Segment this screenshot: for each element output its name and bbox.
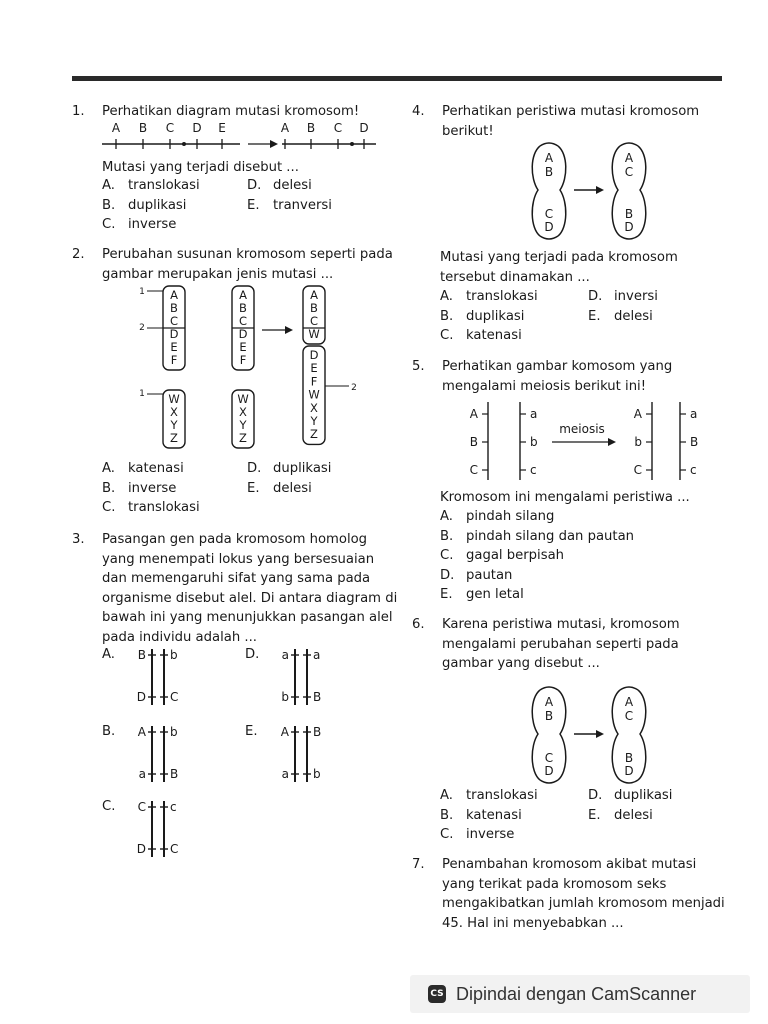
chromosome-before-cap bbox=[540, 687, 558, 690]
arrow-head bbox=[608, 438, 616, 446]
gene-label: A bbox=[310, 288, 318, 302]
answer-option bbox=[440, 786, 538, 806]
option-text: inverse bbox=[466, 827, 515, 842]
marker-label: 1 bbox=[139, 389, 145, 399]
answer-option bbox=[102, 479, 176, 499]
option-letter: D. bbox=[245, 647, 260, 662]
allele-pair-diagram bbox=[128, 799, 198, 861]
answer-option bbox=[247, 176, 312, 196]
allele-label: B bbox=[170, 767, 179, 781]
gene-label: W bbox=[308, 387, 320, 402]
answer-option bbox=[247, 196, 332, 216]
question-number: 7. bbox=[412, 857, 425, 872]
centromere-dot bbox=[350, 142, 354, 146]
gene-label: D bbox=[624, 764, 634, 778]
arrow-head bbox=[596, 186, 604, 194]
option-letter: E. bbox=[588, 308, 601, 324]
allele-label: b bbox=[170, 648, 178, 662]
chromosome-before-cap bbox=[540, 236, 558, 239]
option-letter: C. bbox=[440, 328, 454, 343]
option-text: duplikasi bbox=[614, 788, 673, 803]
gene-label: W bbox=[168, 392, 180, 406]
option-text: translokasi bbox=[466, 289, 538, 304]
allele-label: B bbox=[313, 725, 322, 739]
option-text: pindah silang dan pautan bbox=[466, 528, 635, 544]
allele-label: A bbox=[469, 407, 478, 421]
camscanner-logo-icon: CS bbox=[428, 985, 446, 1003]
allele-label: a bbox=[138, 767, 146, 781]
allele-label: B bbox=[469, 435, 478, 449]
question-number: 5. bbox=[412, 359, 425, 374]
gene-label: E bbox=[218, 121, 226, 135]
chromosome-after-cap bbox=[620, 143, 638, 146]
option-letter: A. bbox=[440, 788, 453, 803]
allele-label: B bbox=[313, 690, 322, 704]
question-stem: Pasangan gen pada kromosom homolog yang menempati lokus yang bersesuaian dan memengaruhi sifat yang sama pada organisme disebut alel. Di antara diagram di bawah ini yang menunjukkan pasangan alel pada individu adalah ... bbox=[102, 532, 398, 645]
gene-label: C bbox=[544, 207, 554, 221]
option-text: duplikasi bbox=[128, 197, 187, 213]
option-letter: D. bbox=[588, 788, 603, 803]
allele-label: c bbox=[170, 800, 177, 814]
allele-label: D bbox=[136, 842, 146, 856]
gene-label: E bbox=[170, 340, 178, 354]
allele-label: C bbox=[170, 690, 179, 704]
option-text: translokasi bbox=[128, 500, 200, 515]
gene-label: W bbox=[308, 327, 320, 341]
chromosome-before-cap bbox=[540, 780, 558, 783]
allele-label: D bbox=[136, 690, 146, 704]
allele-label: C bbox=[137, 800, 146, 814]
marker-label: 2 bbox=[139, 323, 145, 333]
arrow-head bbox=[270, 140, 278, 148]
gene-label: Y bbox=[170, 418, 178, 432]
allele-pair-diagram bbox=[271, 724, 341, 786]
option-text: gagal berpisah bbox=[466, 548, 565, 563]
meiosis-label: meiosis bbox=[559, 422, 605, 436]
allele-label: a bbox=[281, 648, 289, 662]
option-letter: A. bbox=[102, 461, 115, 476]
allele-label: a bbox=[313, 648, 321, 662]
option-text: translokasi bbox=[466, 788, 538, 803]
answer-option bbox=[102, 196, 186, 216]
gene-label: C bbox=[624, 165, 634, 179]
option-letter: B. bbox=[440, 308, 454, 324]
camscanner-watermark bbox=[410, 975, 750, 1013]
question-number: 1. bbox=[72, 104, 85, 119]
question-number: 2. bbox=[72, 247, 85, 262]
option-text: delesi bbox=[614, 807, 653, 823]
answer-option bbox=[588, 786, 672, 806]
option-letter: D. bbox=[247, 461, 262, 476]
answer-option bbox=[588, 307, 653, 327]
allele-label: C bbox=[170, 842, 179, 856]
option-text: translokasi bbox=[128, 178, 200, 193]
option-letter: C. bbox=[102, 217, 116, 232]
gene-label: Z bbox=[310, 427, 318, 442]
question-stem: Perhatikan peristiwa mutasi kromosom berikut! bbox=[442, 104, 700, 139]
allele-label: b bbox=[281, 690, 289, 704]
gene-label: C bbox=[544, 751, 554, 765]
option-text: duplikasi bbox=[273, 461, 332, 476]
option-letter: B. bbox=[102, 724, 116, 739]
gene-label: E bbox=[310, 361, 318, 376]
option-letter: E. bbox=[588, 807, 601, 823]
gene-label: A bbox=[624, 695, 634, 709]
option-text: inversi bbox=[614, 289, 658, 304]
gene-label: B bbox=[624, 207, 634, 221]
question-stem: Perubahan susunan kromosom seperti pada gambar merupakan jenis mutasi ... bbox=[102, 247, 393, 282]
gene-label: D bbox=[544, 764, 554, 778]
gene-label: D bbox=[624, 220, 634, 234]
allele-label: C bbox=[469, 463, 478, 477]
gene-label: C bbox=[238, 314, 248, 328]
allele-label: A bbox=[633, 407, 642, 421]
answer-option bbox=[440, 585, 524, 605]
option-letter: D. bbox=[588, 289, 603, 304]
chromosome-after-cap bbox=[620, 780, 638, 783]
gene-label: A bbox=[624, 151, 634, 165]
gene-label: B bbox=[310, 301, 318, 315]
gene-label: X bbox=[170, 405, 178, 419]
answer-option bbox=[440, 825, 514, 845]
option-text: delesi bbox=[614, 308, 653, 324]
gene-label: B bbox=[170, 301, 178, 315]
gene-label: Y bbox=[310, 414, 318, 428]
gene-label: B bbox=[544, 709, 554, 723]
option-text: duplikasi bbox=[466, 308, 525, 324]
option-text: katenasi bbox=[128, 461, 184, 476]
option-letter: C. bbox=[440, 548, 454, 563]
option-letter: C. bbox=[440, 827, 454, 842]
gene-label: A bbox=[239, 288, 247, 302]
option-letter: C. bbox=[102, 799, 116, 814]
allele-label: b bbox=[313, 767, 321, 781]
option-text: inverse bbox=[128, 217, 177, 232]
gene-label: X bbox=[310, 400, 318, 415]
allele-label: B bbox=[690, 435, 699, 449]
q1-stem-bottom: Mutasi yang terjadi disebut ... bbox=[102, 160, 299, 175]
option-letter: B. bbox=[440, 528, 454, 544]
allele-label: b bbox=[530, 435, 538, 449]
gene-label: D bbox=[544, 220, 554, 234]
allele-label: A bbox=[280, 725, 289, 739]
gene-label: A bbox=[111, 121, 121, 135]
gene-label: B bbox=[306, 121, 316, 135]
gene-label: D bbox=[192, 121, 202, 135]
q5-stem-bottom: Kromosom ini mengalami peristiwa ... bbox=[440, 490, 690, 505]
question-stem: Perhatikan diagram mutasi kromosom! bbox=[102, 104, 360, 119]
allele-label: b bbox=[170, 725, 178, 739]
option-letter: B. bbox=[440, 807, 454, 823]
gene-label: A bbox=[170, 288, 178, 302]
answer-option bbox=[102, 498, 200, 518]
allele-label: c bbox=[530, 463, 537, 477]
question-stem: Penambahan kromosom akibat mutasi yang terikat pada kromosom seks mengakibatkan jumlah kromosom menjadi 45. Hal ini menyebabkan ... bbox=[442, 857, 725, 931]
option-letter: A. bbox=[440, 509, 453, 524]
option-text: delesi bbox=[273, 178, 312, 193]
arrow-head bbox=[285, 326, 293, 334]
question-number: 3. bbox=[72, 532, 85, 547]
gene-label: F bbox=[310, 374, 318, 389]
option-text: pindah silang bbox=[466, 509, 555, 524]
gene-label: X bbox=[239, 405, 247, 419]
allele-label: a bbox=[281, 767, 289, 781]
marker-label: 2 bbox=[351, 383, 357, 393]
answer-option bbox=[440, 546, 564, 566]
q6-mutation-diagram bbox=[530, 684, 660, 786]
gene-label: C bbox=[169, 314, 179, 328]
answer-option bbox=[440, 307, 524, 327]
option-letter: A. bbox=[102, 178, 115, 193]
allele-label: B bbox=[137, 648, 146, 662]
answer-option bbox=[102, 176, 200, 196]
allele-label: A bbox=[137, 725, 146, 739]
gene-label: B bbox=[544, 165, 554, 179]
gene-label: B bbox=[138, 121, 148, 135]
answer-option bbox=[102, 215, 176, 235]
gene-label: Y bbox=[239, 418, 247, 432]
gene-label: A bbox=[544, 151, 554, 165]
gene-label: B bbox=[624, 751, 634, 765]
answer-option bbox=[440, 507, 554, 527]
arrow-head bbox=[596, 730, 604, 738]
q2-translocation-diagram bbox=[135, 284, 375, 450]
gene-label: E bbox=[239, 340, 247, 354]
watermark-text: Dipindai dengan CamScanner bbox=[456, 983, 697, 1004]
answer-option bbox=[440, 287, 538, 307]
q5-meiosis-diagram bbox=[468, 400, 708, 484]
option-letter: E. bbox=[440, 587, 453, 602]
gene-label: C bbox=[624, 709, 634, 723]
allele-label: c bbox=[690, 463, 697, 477]
gene-label: C bbox=[165, 121, 175, 135]
gene-label: D bbox=[169, 327, 179, 341]
allele-label: b bbox=[634, 435, 642, 449]
option-letter: E. bbox=[247, 480, 260, 496]
option-letter: E. bbox=[245, 724, 258, 739]
gene-label: Z bbox=[170, 431, 178, 445]
gene-label: B bbox=[239, 301, 247, 315]
answer-option bbox=[440, 326, 522, 346]
allele-pair-diagram bbox=[271, 647, 341, 709]
top-rule bbox=[72, 76, 722, 81]
marker-label: 1 bbox=[139, 287, 145, 297]
gene-label: F bbox=[239, 353, 247, 367]
allele-label: a bbox=[690, 407, 698, 421]
option-text: tranversi bbox=[273, 197, 332, 213]
allele-pair-diagram bbox=[128, 647, 198, 709]
gene-label: C bbox=[333, 121, 343, 135]
option-letter: B. bbox=[102, 197, 116, 213]
option-text: katenasi bbox=[466, 328, 522, 343]
gene-label: Z bbox=[239, 431, 247, 445]
q4-inversion-diagram bbox=[530, 140, 660, 242]
option-text: delesi bbox=[273, 480, 312, 496]
answer-option bbox=[588, 287, 658, 307]
option-text: katenasi bbox=[466, 807, 522, 823]
answer-option bbox=[440, 527, 634, 547]
option-text: gen letal bbox=[466, 587, 524, 602]
gene-label: D bbox=[238, 327, 248, 341]
gene-label: A bbox=[544, 695, 554, 709]
gene-label: C bbox=[309, 314, 319, 328]
option-letter: D. bbox=[247, 178, 262, 193]
answer-option bbox=[247, 479, 312, 499]
option-text: inverse bbox=[128, 480, 177, 496]
question-number: 4. bbox=[412, 104, 425, 119]
gene-label: D bbox=[359, 121, 369, 135]
option-letter: D. bbox=[440, 567, 455, 583]
q1-mutation-diagram bbox=[100, 120, 380, 152]
answer-option bbox=[102, 459, 184, 479]
option-text: pautan bbox=[466, 567, 513, 583]
gene-label: A bbox=[280, 121, 290, 135]
gene-label: D bbox=[309, 348, 319, 362]
option-letter: C. bbox=[102, 500, 116, 515]
question-stem: Karena peristiwa mutasi, kromosom mengalami perubahan seperti pada gambar yang disebut ... bbox=[442, 617, 680, 671]
q4-stem-bottom: Mutasi yang terjadi pada kromosom tersebut dinamakan ... bbox=[440, 250, 678, 285]
question-number: 6. bbox=[412, 617, 425, 632]
option-letter: B. bbox=[102, 480, 116, 496]
answer-option bbox=[440, 566, 512, 586]
allele-label: C bbox=[633, 463, 642, 477]
option-letter: E. bbox=[247, 197, 260, 213]
answer-option bbox=[440, 806, 522, 826]
chromosome-after-cap bbox=[620, 687, 638, 690]
option-letter: A. bbox=[440, 289, 453, 304]
gene-label: W bbox=[237, 392, 249, 406]
centromere-dot bbox=[182, 142, 186, 146]
chromosome-before-cap bbox=[540, 143, 558, 146]
answer-option bbox=[247, 459, 331, 479]
question-stem: Perhatikan gambar komosom yang mengalami meiosis berikut ini! bbox=[442, 359, 673, 394]
option-letter: A. bbox=[102, 647, 115, 662]
gene-label: F bbox=[170, 353, 178, 367]
chromosome-after-cap bbox=[620, 236, 638, 239]
answer-option bbox=[588, 806, 653, 826]
allele-pair-diagram bbox=[128, 724, 198, 786]
allele-label: a bbox=[530, 407, 538, 421]
